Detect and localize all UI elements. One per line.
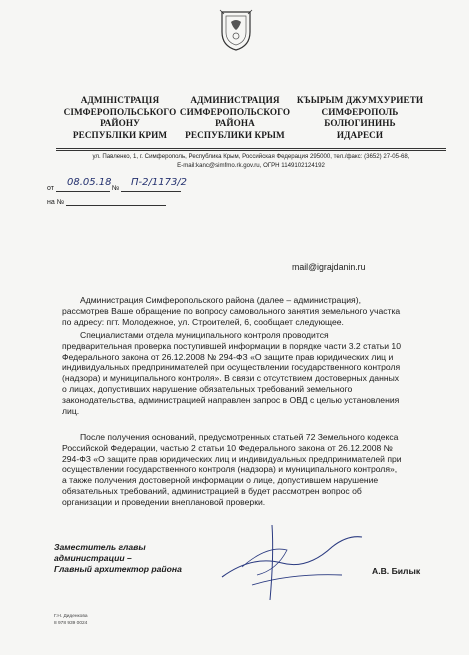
handwritten-date: 08.05.18 [67,177,112,188]
header-left-line: РЕСПУБЛIКИ КРИМ [72,129,168,140]
paragraph-line: законодательства, администрацией направлен запрос в ОВД с целью установления [62,394,400,405]
header-left-line: АДМIНIСТРАЦIЯ [80,95,160,105]
address-line: ул. Павленко, 1, г. Симферополь, Республика Крым, Российская Федерация 295000, тел./факс: (3652) 27-05-68, [92,153,410,160]
header-right-line: ИДАРЕСИ [336,129,384,140]
coat-of-arms-icon [218,8,254,52]
paragraph-line: индивидуальных предпринимателей при осуществлении государственного контроля [62,362,401,373]
signer-line: Заместитель главы [54,542,146,552]
header-mid-line: РЕСПУБЛИКИ КРЫМ [185,129,285,140]
reference-underline [66,197,166,206]
header-mid-line: СИМФЕРОПОЛЬСКОГО [179,106,291,117]
paragraph-line: После получения оснований, предусмотренных статьей 72 Земельного кодекса [80,432,399,442]
paragraph-line: Специалистами отдела муниципального контроля проводится [80,330,329,340]
header-divider-thin [56,150,446,151]
paragraph-line: осуществлении государственного контроля (надзора) и муниципального контроля», [62,464,398,475]
paragraph-line: лиц. [62,405,80,416]
number-label: № [111,185,120,192]
signer-line: администрации – [54,553,132,564]
paragraph-line: Российской Федерации, частью 2 статьи 10 Федерального закона от 26.12.2008 № [62,442,393,453]
paragraph-line: Федерального закона от 26.12.2008 № 294-ФЗ «О защите прав юридических лиц и [62,351,394,362]
paragraph-line: (надзора) и муниципального контроля». В связи с отсутствием достоверных данных [62,373,400,384]
header-crimean-tatar [285,95,435,141]
paragraph-intro [62,295,448,327]
paragraph-inspection [62,330,448,416]
executor-info [54,614,88,627]
address-block [56,153,446,170]
header-right-line: КЪЫРЫМ ДЖУМХУРИЕТИ [296,95,424,105]
address-contacts: E-mail:kanc@simfmo.rk.gov.ru, ОГРН 1149102124192 [177,161,325,169]
handwritten-signature [212,515,372,605]
reference-line [47,197,166,206]
executor-name: Г.Н. Диденкова [54,614,88,619]
header-mid-line: АДМИНИСТРАЦИЯ [190,95,280,105]
from-label: от [47,185,54,192]
paragraph-line: рассмотрев Ваше обращение по вопросу самовольного занятия земельного участка [62,305,401,316]
handwritten-number: П-2/1173/2 [131,177,188,188]
header-left-line: РАЙОНУ [100,118,140,128]
paragraph-followup [62,432,448,508]
paragraph-line: предварительная проверка поступившей информации в порядке части 3.2 статьи 10 [62,340,401,351]
paragraph-line: обязательных требований, администрацией в будет рассмотрен вопрос об [62,485,362,496]
paragraph-line: организации и проведении внеплановой проверки. [62,496,266,507]
signer-line: Главный архитектор района [54,564,182,575]
reference-label: на № [47,199,65,206]
header-mid-line: РАЙОНА [215,118,255,128]
paragraph-line: о лицах, допустивших нарушение обязательных требований земельного [62,383,353,394]
signer-name: А.В. Билык [372,566,421,576]
header-left-line: СIМФЕРОПОЛЬСЬКОГО [63,106,177,117]
header-divider [56,148,446,149]
header-right-line: СИМФЕРОПОЛЬ [321,106,399,117]
paragraph-line: 294-ФЗ «О защите прав юридических лиц и индивидуальных предпринимателей при [62,453,402,464]
paragraph-line: а также получения достоверной информации о лице, допустившем нарушение [62,475,379,486]
paragraph-line: по адресу: пгт. Молодежное, ул. Строителей, 6, сообщает следующее. [62,316,344,327]
paragraph-line: Администрация Симферопольского района (далее – администрация), [80,295,361,305]
recipient-email: mail@igrajdanin.ru [292,262,366,272]
header-right-line: БОЛЮГИНИНЬ [324,118,396,128]
executor-phone: 8 978 939 0024 [54,620,88,626]
signer-title [54,542,182,576]
